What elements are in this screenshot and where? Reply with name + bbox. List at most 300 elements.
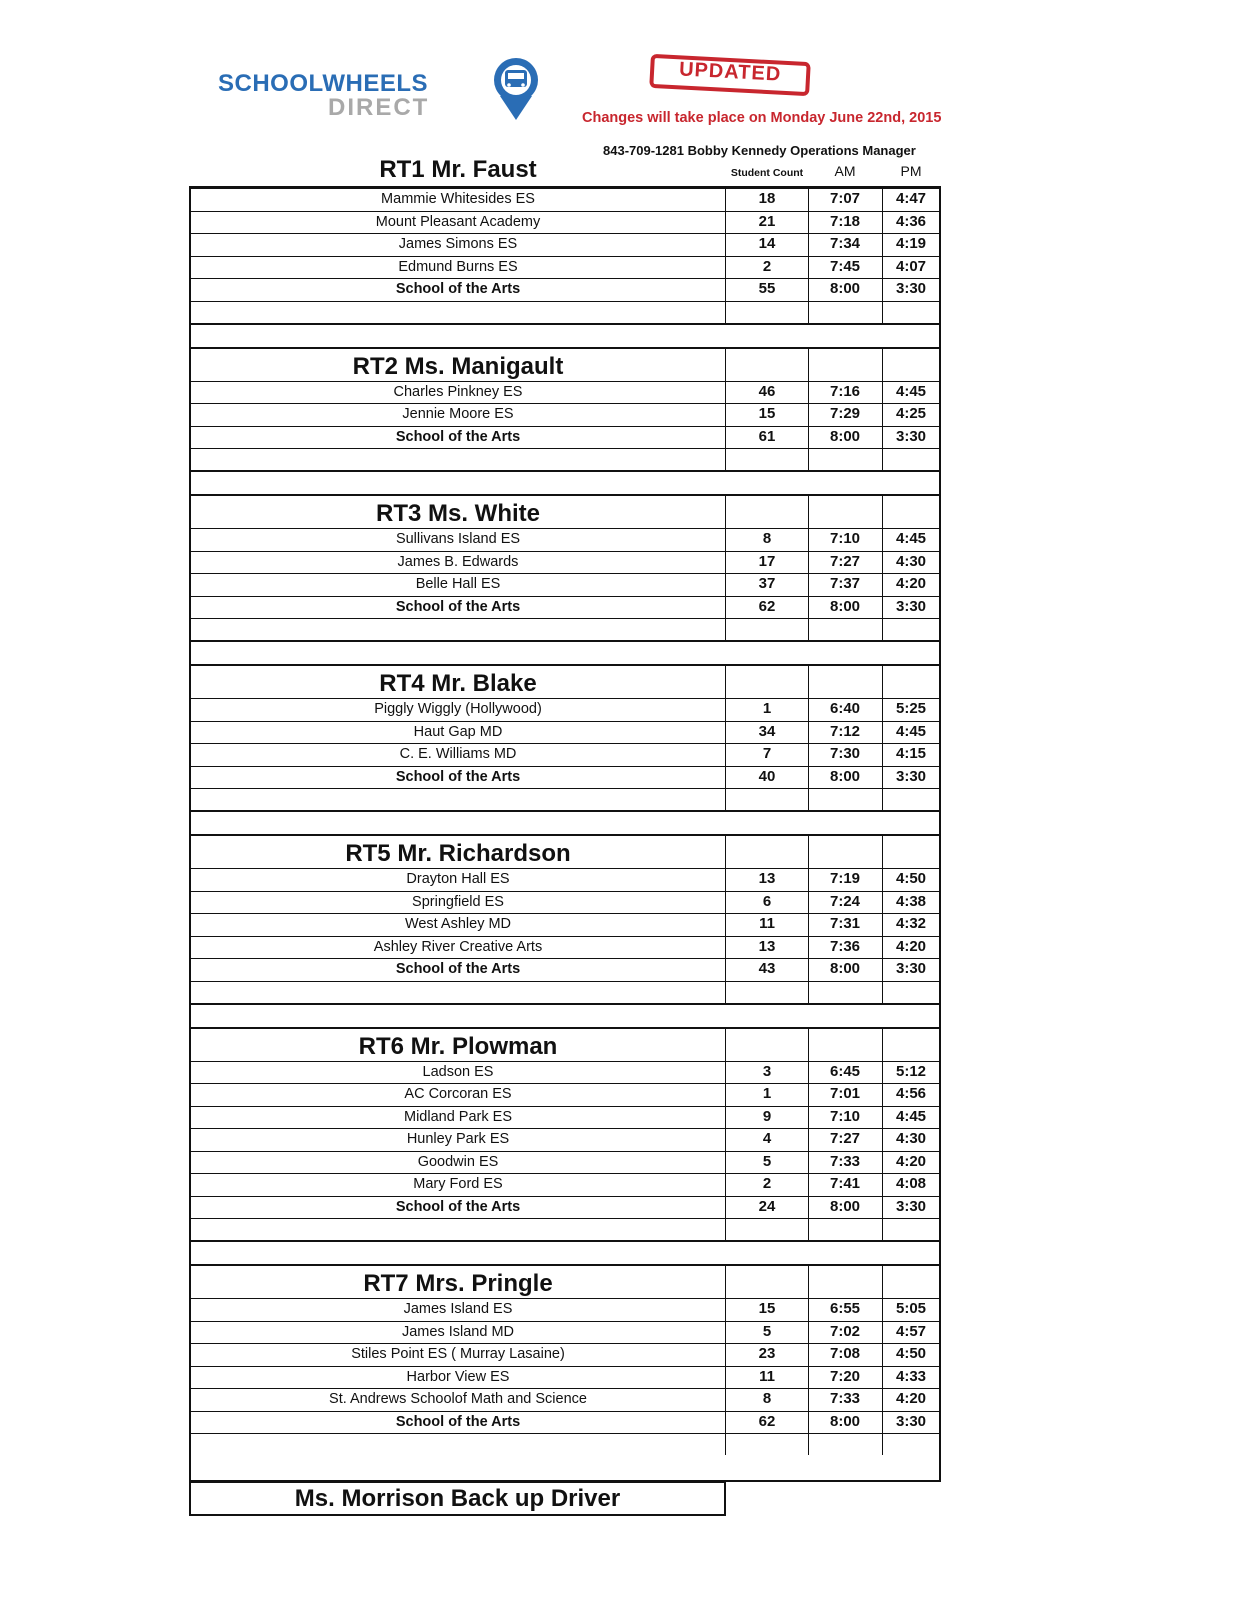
pm-time: 5:12 (895, 1062, 927, 1080)
am-time: 7:34 (829, 235, 861, 252)
company-logo (218, 56, 548, 126)
column-divider (725, 426, 726, 449)
row-divider (189, 788, 941, 789)
column-divider (808, 1264, 809, 1298)
student-count: 1 (762, 1085, 772, 1102)
school-name: Charles Pinkney ES (393, 383, 523, 400)
column-divider (808, 981, 809, 1003)
student-count: 43 (758, 960, 776, 977)
column-divider (725, 1218, 726, 1240)
column-divider (808, 788, 809, 810)
am-time: 7:27 (829, 552, 861, 570)
student-count: 13 (758, 937, 776, 955)
column-divider (808, 891, 809, 914)
column-divider (882, 834, 883, 868)
column-divider (882, 301, 883, 323)
am-time: 7:20 (829, 1367, 861, 1385)
column-divider (882, 573, 883, 596)
student-count: 21 (758, 212, 776, 230)
student-count: 61 (758, 427, 776, 445)
am-time: 6:40 (829, 700, 861, 717)
am-time: 8:00 (829, 1412, 861, 1430)
school-name: Jennie Moore ES (402, 406, 514, 422)
column-divider (725, 551, 726, 574)
row-divider (189, 323, 941, 325)
pm-time: 4:08 (895, 1175, 927, 1192)
column-divider (882, 1298, 883, 1321)
column-divider (725, 664, 726, 698)
column-divider (882, 868, 883, 891)
column-divider (882, 891, 883, 914)
changes-notice: Changes will take place on Monday June 22nd, 2015 (582, 110, 942, 126)
contact-line: 843-709-1281 Bobby Kennedy Operations Manager (603, 143, 916, 158)
pm-time: 4:56 (895, 1085, 927, 1102)
row-divider (189, 810, 941, 812)
route-title: RT5 Mr. Richardson (345, 840, 571, 867)
student-count: 9 (762, 1107, 772, 1125)
column-divider (725, 766, 726, 789)
school-name: Goodwin ES (417, 1153, 499, 1170)
am-time: 7:02 (829, 1322, 861, 1340)
pm-time: 4:47 (895, 190, 927, 207)
am-time: 7:37 (829, 575, 861, 592)
column-divider (882, 188, 883, 211)
pm-time: 4:20 (895, 1390, 927, 1407)
am-time: 8:00 (829, 767, 861, 785)
column-divider (725, 958, 726, 981)
column-divider (725, 381, 726, 404)
column-divider (808, 448, 809, 470)
column-divider (808, 1151, 809, 1174)
row-divider (189, 1003, 941, 1005)
school-name: Mammie Whitesides ES (381, 191, 535, 207)
column-divider (808, 1433, 809, 1455)
column-divider (882, 1128, 883, 1151)
column-header-count: Student Count (730, 167, 804, 179)
column-divider (725, 1173, 726, 1196)
am-time: 7:10 (829, 1107, 861, 1125)
column-divider (725, 913, 726, 936)
column-divider (808, 381, 809, 404)
school-name: School of the Arts (395, 1198, 521, 1215)
school-name: Springfield ES (412, 893, 504, 910)
column-divider (725, 278, 726, 301)
column-divider (808, 403, 809, 426)
pm-time: 4:33 (895, 1367, 927, 1385)
column-divider (882, 698, 883, 721)
route-title: RT7 Mrs. Pringle (363, 1270, 553, 1297)
column-divider (725, 403, 726, 426)
pm-time: 4:19 (895, 235, 927, 252)
row-divider (189, 470, 941, 472)
column-divider (882, 664, 883, 698)
am-time: 7:27 (829, 1130, 861, 1147)
school-name: James B. Edwards (397, 553, 519, 570)
column-divider (725, 211, 726, 234)
row-divider (189, 640, 941, 642)
pm-time: 4:30 (895, 1130, 927, 1147)
column-divider (725, 256, 726, 279)
school-name: Hunley Park ES (406, 1131, 510, 1147)
column-divider (808, 1388, 809, 1411)
column-divider (808, 233, 809, 256)
column-divider (725, 834, 726, 868)
column-divider (725, 1083, 726, 1106)
column-divider (725, 448, 726, 470)
column-divider (808, 1366, 809, 1389)
pm-time: 4:30 (895, 552, 927, 570)
column-header-pm: PM (900, 163, 922, 179)
student-count: 14 (758, 235, 776, 252)
pm-time: 4:45 (895, 1107, 927, 1125)
updated-stamp (649, 54, 811, 96)
column-divider (725, 1343, 726, 1366)
school-name: Drayton Hall ES (406, 871, 510, 887)
route-title: RT2 Ms. Manigault (352, 352, 564, 380)
column-divider (882, 1433, 883, 1455)
column-divider (882, 528, 883, 551)
column-divider (808, 494, 809, 528)
column-divider (808, 1321, 809, 1344)
school-name: AC Corcoran ES (404, 1086, 512, 1102)
column-divider (882, 721, 883, 744)
pm-time: 4:45 (895, 530, 927, 547)
column-divider (725, 698, 726, 721)
bus-pin-icon (490, 58, 542, 122)
column-divider (882, 1321, 883, 1344)
column-divider (882, 618, 883, 640)
student-count: 37 (758, 575, 776, 592)
column-divider (882, 596, 883, 619)
student-count: 24 (758, 1197, 776, 1215)
am-time: 7:24 (829, 892, 861, 910)
column-divider (882, 1366, 883, 1389)
route-title: RT1 Mr. Faust (379, 156, 537, 183)
column-divider (725, 494, 726, 528)
school-name: School of the Arts (395, 768, 521, 785)
column-divider (808, 1411, 809, 1434)
student-count: 8 (762, 530, 772, 547)
student-count: 46 (758, 382, 776, 400)
am-time: 8:00 (829, 960, 861, 977)
school-name: School of the Arts (395, 598, 521, 615)
column-divider (882, 1106, 883, 1129)
column-divider (725, 188, 726, 211)
column-divider (725, 596, 726, 619)
pm-time: 4:15 (895, 745, 927, 762)
student-count: 15 (758, 405, 776, 422)
column-divider (808, 551, 809, 574)
am-time: 7:33 (829, 1390, 861, 1407)
pm-time: 5:05 (895, 1300, 927, 1317)
am-time: 7:16 (829, 382, 861, 400)
column-divider (808, 301, 809, 323)
school-name: James Island ES (403, 1301, 513, 1317)
column-divider (882, 788, 883, 810)
route-title: RT6 Mr. Plowman (358, 1032, 558, 1060)
row-divider (189, 301, 941, 302)
column-divider (882, 347, 883, 381)
pm-time: 3:30 (895, 597, 927, 615)
column-divider (882, 743, 883, 766)
column-divider (808, 596, 809, 619)
student-count: 5 (762, 1152, 772, 1170)
column-divider (882, 1027, 883, 1061)
column-divider (808, 1083, 809, 1106)
am-time: 8:00 (829, 1197, 861, 1215)
column-divider (882, 1151, 883, 1174)
student-count: 15 (758, 1300, 776, 1317)
school-name: Ashley River Creative Arts (373, 938, 543, 955)
column-divider (725, 1196, 726, 1219)
school-name: Mount Pleasant Academy (375, 213, 541, 230)
pm-time: 4:20 (895, 1152, 927, 1170)
column-divider (882, 381, 883, 404)
route-title: RT4 Mr. Blake (379, 670, 537, 697)
column-divider (725, 1433, 726, 1455)
school-name: James Island MD (401, 1323, 514, 1340)
am-time: 7:30 (829, 745, 861, 762)
school-name: West Ashley MD (404, 916, 512, 932)
backup-driver: Ms. Morrison Back up Driver (189, 1481, 726, 1516)
school-name: St. Andrews Schoolof Math and Science (329, 1391, 587, 1407)
column-divider (882, 1061, 883, 1084)
student-count: 8 (762, 1390, 772, 1407)
am-time: 7:08 (829, 1345, 861, 1362)
column-divider (725, 1411, 726, 1434)
student-count: 40 (758, 767, 776, 785)
column-divider (808, 766, 809, 789)
student-count: 1 (762, 700, 772, 717)
column-divider (808, 1061, 809, 1084)
am-time: 7:07 (829, 190, 861, 207)
row-divider (189, 448, 941, 449)
pm-time: 4:20 (895, 937, 927, 955)
column-divider (882, 958, 883, 981)
column-divider (882, 913, 883, 936)
column-divider (808, 1196, 809, 1219)
pm-time: 4:50 (895, 870, 927, 887)
column-divider (725, 1027, 726, 1061)
column-divider (808, 868, 809, 891)
student-count: 55 (758, 280, 776, 297)
pm-time: 3:30 (895, 1412, 927, 1430)
student-count: 34 (758, 722, 776, 740)
column-divider (882, 551, 883, 574)
am-time: 7:10 (829, 530, 861, 547)
column-divider (725, 936, 726, 959)
row-divider (189, 1218, 941, 1219)
school-name: Piggly Wiggly (Hollywood) (374, 701, 542, 717)
column-divider (808, 211, 809, 234)
pm-time: 4:57 (895, 1322, 927, 1340)
column-divider (882, 403, 883, 426)
pm-time: 3:30 (895, 767, 927, 785)
student-count: 62 (758, 597, 776, 615)
column-divider (808, 426, 809, 449)
column-divider (808, 188, 809, 211)
column-divider (882, 1083, 883, 1106)
logo-line1: SCHOOLWHEELS (218, 70, 429, 97)
am-time: 7:01 (829, 1085, 861, 1102)
student-count: 62 (758, 1412, 776, 1430)
pm-time: 4:45 (895, 722, 927, 740)
pm-time: 4:25 (895, 405, 927, 422)
column-divider (725, 1366, 726, 1389)
student-count: 5 (762, 1322, 772, 1340)
column-divider (725, 1128, 726, 1151)
pm-time: 4:07 (895, 257, 927, 275)
column-divider (725, 1298, 726, 1321)
stamp-text: UPDATED (678, 58, 782, 86)
column-divider (808, 743, 809, 766)
column-divider (882, 1264, 883, 1298)
column-divider (882, 426, 883, 449)
school-name: School of the Arts (395, 281, 521, 297)
column-divider (808, 618, 809, 640)
am-time: 7:29 (829, 405, 861, 422)
student-count: 6 (762, 892, 772, 910)
pm-time: 3:30 (895, 427, 927, 445)
pm-time: 4:45 (895, 382, 927, 400)
school-name: School of the Arts (395, 1413, 521, 1430)
column-divider (808, 913, 809, 936)
school-name: Harbor View ES (406, 1368, 510, 1385)
school-name: Belle Hall ES (415, 576, 501, 592)
am-time: 7:45 (829, 257, 861, 275)
column-divider (882, 1388, 883, 1411)
am-time: 7:12 (829, 722, 861, 740)
am-time: 7:19 (829, 870, 861, 887)
row-divider (189, 981, 941, 982)
column-divider (808, 664, 809, 698)
student-count: 7 (762, 745, 772, 762)
column-divider (882, 1218, 883, 1240)
student-count: 13 (758, 870, 776, 887)
column-divider (725, 618, 726, 640)
row-divider (189, 1240, 941, 1242)
column-divider (882, 1343, 883, 1366)
column-divider (808, 1343, 809, 1366)
column-divider (882, 981, 883, 1003)
pm-time: 3:30 (895, 960, 927, 977)
route-title: RT3 Ms. White (375, 500, 540, 527)
student-count: 17 (758, 552, 776, 570)
column-divider (808, 721, 809, 744)
column-header-am: AM (834, 163, 856, 179)
am-time: 8:00 (829, 597, 861, 615)
column-divider (725, 743, 726, 766)
school-name: Stiles Point ES ( Murray Lasaine) (351, 1346, 565, 1362)
column-divider (808, 1106, 809, 1129)
pm-time: 4:38 (895, 892, 927, 910)
am-time: 7:36 (829, 937, 861, 955)
column-divider (725, 1264, 726, 1298)
column-divider (725, 721, 726, 744)
school-name: Mary Ford ES (413, 1176, 503, 1192)
student-count: 18 (758, 190, 776, 207)
column-divider (808, 1128, 809, 1151)
am-time: 7:41 (829, 1175, 861, 1192)
student-count: 3 (762, 1062, 772, 1080)
pm-time: 3:30 (895, 280, 927, 297)
column-divider (882, 936, 883, 959)
column-divider (882, 766, 883, 789)
student-count: 2 (762, 257, 772, 275)
column-divider (808, 698, 809, 721)
logo-line2: DIRECT (328, 94, 430, 121)
am-time: 7:18 (829, 212, 861, 230)
column-divider (808, 958, 809, 981)
column-divider (882, 256, 883, 279)
am-time: 7:31 (829, 915, 861, 932)
column-divider (882, 494, 883, 528)
column-divider (808, 573, 809, 596)
column-divider (808, 528, 809, 551)
column-divider (882, 211, 883, 234)
am-time: 8:00 (829, 280, 861, 297)
column-divider (882, 278, 883, 301)
am-time: 6:55 (829, 1300, 861, 1317)
column-divider (882, 448, 883, 470)
am-time: 6:45 (829, 1062, 861, 1080)
column-divider (808, 278, 809, 301)
school-name: Ladson ES (422, 1063, 494, 1080)
column-divider (725, 528, 726, 551)
column-divider (808, 256, 809, 279)
row-divider (189, 618, 941, 619)
row-divider (189, 1433, 941, 1434)
column-divider (725, 981, 726, 1003)
pm-time: 4:32 (895, 915, 927, 932)
column-divider (808, 1218, 809, 1240)
column-divider (725, 1061, 726, 1084)
column-divider (725, 347, 726, 381)
student-count: 11 (759, 1367, 775, 1385)
am-time: 7:33 (829, 1152, 861, 1170)
column-divider (725, 1106, 726, 1129)
column-divider (725, 1388, 726, 1411)
column-divider (725, 301, 726, 323)
column-divider (725, 1321, 726, 1344)
column-divider (808, 1298, 809, 1321)
column-divider (882, 233, 883, 256)
column-divider (808, 834, 809, 868)
column-divider (808, 1173, 809, 1196)
school-name: C. E. Williams MD (399, 746, 517, 762)
column-divider (882, 1173, 883, 1196)
school-name: School of the Arts (395, 961, 521, 977)
school-name: James Simons ES (398, 236, 518, 252)
student-count: 4 (762, 1130, 772, 1147)
column-divider (725, 868, 726, 891)
pm-time: 4:36 (895, 212, 927, 230)
school-name: Sullivans Island ES (395, 531, 521, 547)
student-count: 2 (762, 1175, 772, 1192)
column-divider (725, 891, 726, 914)
am-time: 8:00 (829, 427, 861, 445)
column-divider (808, 347, 809, 381)
column-divider (725, 233, 726, 256)
student-count: 23 (758, 1345, 776, 1362)
pm-time: 3:30 (895, 1197, 927, 1215)
column-divider (725, 1151, 726, 1174)
column-divider (808, 936, 809, 959)
column-divider (808, 1027, 809, 1061)
pm-time: 5:25 (895, 700, 927, 717)
school-name: School of the Arts (395, 428, 521, 445)
column-divider (882, 1411, 883, 1434)
